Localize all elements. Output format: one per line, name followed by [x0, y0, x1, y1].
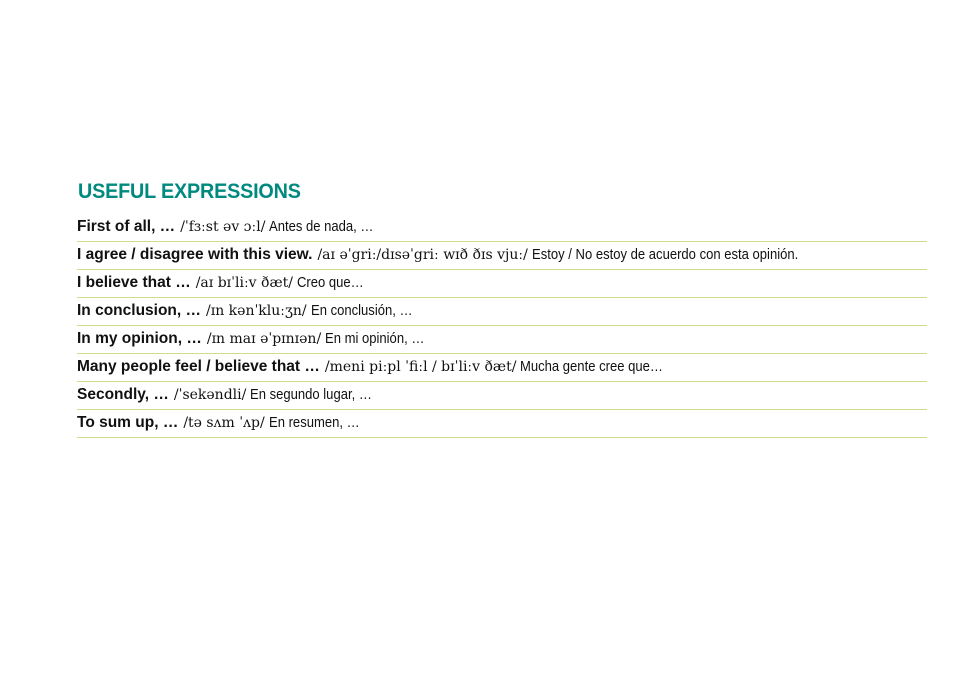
- expression-pronunciation: /ɪn kənˈkluːʒn/: [206, 303, 307, 319]
- expression-row: [77, 214, 927, 242]
- expression-translation: En segundo lugar, …: [250, 387, 373, 403]
- expression-phrase: First of all, …: [77, 218, 176, 235]
- expression-row: [77, 298, 927, 326]
- expressions-list: [77, 214, 927, 438]
- expression-pronunciation: /meni piːpl ˈfiːl / bɪˈliːv ðæt/: [324, 359, 517, 375]
- expression-row: [77, 410, 927, 438]
- expression-phrase: Secondly, …: [77, 386, 169, 403]
- expression-phrase: Many people feel / believe that …: [77, 358, 320, 375]
- expression-row: [77, 270, 927, 298]
- expression-phrase: In my opinion, …: [77, 330, 202, 347]
- expression-pronunciation: /aɪ əˈgriː/dɪsəˈgriː wɪð ðɪs vjuː/: [317, 247, 528, 263]
- expression-phrase: I believe that …: [77, 274, 191, 291]
- expression-pronunciation: /ˈsekəndli/: [173, 387, 247, 403]
- useful-expressions-section: [77, 176, 927, 438]
- expression-translation: En mi opinión, …: [325, 331, 425, 347]
- expression-translation: En resumen, …: [268, 415, 360, 431]
- expression-pronunciation: /aɪ bɪˈliːv ðæt/: [195, 275, 293, 291]
- expression-row: [77, 382, 927, 410]
- expression-phrase: To sum up, …: [77, 414, 179, 431]
- expression-translation: Antes de nada, …: [269, 219, 374, 235]
- expression-phrase: I agree / disagree with this view.: [77, 246, 313, 263]
- expression-pronunciation: /ˈfɜːst əv ɔːl/: [180, 219, 266, 235]
- expression-phrase: In conclusion, …: [77, 302, 202, 319]
- expression-translation: En conclusión, …: [310, 303, 413, 319]
- expression-row: [77, 242, 927, 270]
- expression-row: [77, 326, 927, 354]
- expression-pronunciation: /tə sʌm ˈʌp/: [183, 415, 265, 431]
- section-heading: USEFUL EXPRESSIONS: [78, 179, 301, 203]
- expression-row: [77, 354, 927, 382]
- expression-translation: Estoy / No estoy de acuerdo con esta opinión.: [531, 247, 799, 263]
- expression-pronunciation: /ɪn maɪ əˈpɪnɪən/: [206, 331, 322, 347]
- expression-translation: Mucha gente cree que…: [520, 359, 664, 375]
- expression-translation: Creo que…: [296, 275, 364, 291]
